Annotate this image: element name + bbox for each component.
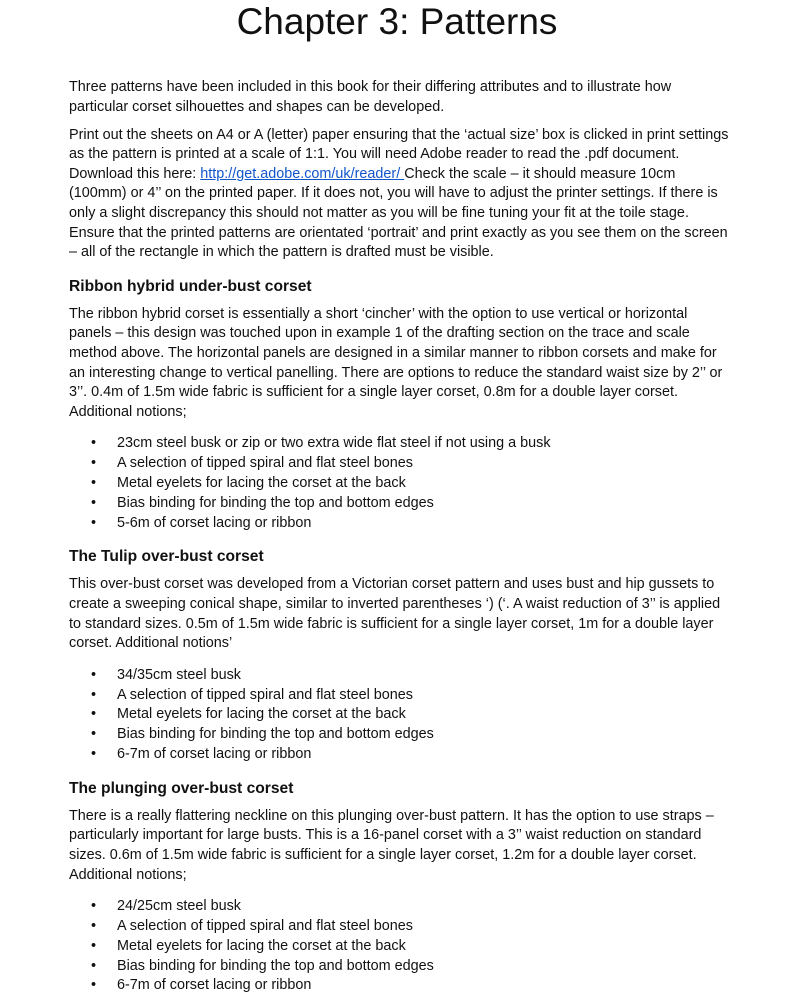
bullet-icon: • <box>91 977 97 994</box>
bullet-icon: • <box>91 726 97 743</box>
notions-list-ribbon <box>69 434 731 533</box>
notions-list-tulip <box>69 666 731 765</box>
bullet-icon: • <box>91 686 97 703</box>
list-item: • Bias binding for binding the top and bottom edges <box>91 957 731 977</box>
bullet-icon: • <box>91 745 97 762</box>
list-item: • A selection of tipped spiral and flat steel bones <box>91 917 731 937</box>
section-heading-plunging: The plunging over-bust corset <box>69 779 294 797</box>
bullet-icon: • <box>91 666 97 683</box>
bullet-icon: • <box>91 435 97 452</box>
list-item: • 34/35cm steel busk <box>91 666 731 686</box>
section-body-ribbon: The ribbon hybrid corset is essentially a short ‘cincher’ with the option to use vertical or horizontal panels – this design was touched upon in example 1 of the drafting section on the trace and scale method above. The horizontal panels are designed in a similar manner to ribbon corsets and make for an interesting change to vertical panelling. There are options to reduce the standard waist size by 2’’ or 3’’. 0.4m of 1.5m wide fabric is sufficient for a single layer corset, 0.8m for a double layer corset. Additional notions; <box>69 305 723 420</box>
list-item: • A selection of tipped spiral and flat steel bones <box>91 454 731 474</box>
intro-paragraph-2 <box>69 126 731 263</box>
bullet-icon: • <box>91 898 97 915</box>
list-item: • 6-7m of corset lacing or ribbon <box>91 745 731 765</box>
bullet-icon: • <box>91 494 97 511</box>
list-item: • Bias binding for binding the top and bottom edges <box>91 725 731 745</box>
intro-paragraph-2-text-a: Print out the sheets on A4 or A (letter) paper ensuring that the ‘actual size’ box is clicked in print settings as the pattern is printed at a scale of 1:1. You will need Adobe reader to read the .pdf document. Download this here: <box>69 126 729 182</box>
list-item: • 23cm steel busk or zip or two extra wide flat steel if not using a busk <box>91 434 731 454</box>
notions-list-plunging <box>69 897 731 996</box>
bullet-icon: • <box>91 706 97 723</box>
section-body-tulip: This over-bust corset was developed from a Victorian corset pattern and uses bust and hip gussets to create a sweeping conical shape, similar to inverted parentheses ‘) (‘. A waist reduction of 3’’ is applied to standard sizes. 0.5m of 1.5m wide fabric is sufficient for a single layer corset, 1m for a double layer corset. Additional notions’ <box>69 576 721 652</box>
intro-paragraph-1: Three patterns have been included in this book for their differing attributes and to illustrate how particular corset silhouettes and shapes can be developed. <box>69 79 672 115</box>
list-item: • A selection of tipped spiral and flat steel bones <box>91 686 731 706</box>
document-body <box>69 78 731 996</box>
list-item: • Metal eyelets for lacing the corset at the back <box>91 474 731 494</box>
bullet-icon: • <box>91 514 97 531</box>
section-heading-ribbon: Ribbon hybrid under-bust corset <box>69 277 312 295</box>
intro-paragraph-2-text-b: Check the scale – it should measure 10cm (100mm) or 4’’ on the printed paper. If it does not, you will have to adjust the printer settings. If there is only a slight discrepancy this should not matter as you will be fine tuning your fit at the toile stage. Ensure that the printed patterns are orientated ‘portrait’ and print exactly as you see them on the screen – all of the rectangle in which the pattern is drafted must be visible. <box>69 165 728 261</box>
bullet-icon: • <box>91 917 97 934</box>
chapter-title: Chapter 3: Patterns <box>236 1 558 42</box>
bullet-icon: • <box>91 937 97 954</box>
list-item: • Metal eyelets for lacing the corset at the back <box>91 937 731 957</box>
bullet-icon: • <box>91 475 97 491</box>
list-item: • 6-7m of corset lacing or ribbon <box>91 976 731 996</box>
bullet-icon: • <box>91 455 97 472</box>
adobe-reader-link[interactable]: http://get.adobe.com/uk/reader/ <box>200 165 405 182</box>
list-item: • Metal eyelets for lacing the corset at the back <box>91 705 731 725</box>
list-item: • 24/25cm steel busk <box>91 897 731 917</box>
list-item: • 5-6m of corset lacing or ribbon <box>91 514 731 534</box>
section-heading-tulip: The Tulip over-bust corset <box>69 548 264 566</box>
bullet-icon: • <box>91 957 97 974</box>
section-body-plunging: There is a really flattering neckline on this plunging over-bust pattern. It has the option to use straps – particularly important for large busts. This is a 16-panel corset with a 3’’ waist reduction on standard sizes. 0.6m of 1.5m wide fabric is sufficient for a single layer corset, 1.2m for a double layer corset. Additional notions; <box>69 807 714 883</box>
list-item: • Bias binding for binding the top and bottom edges <box>91 494 731 514</box>
